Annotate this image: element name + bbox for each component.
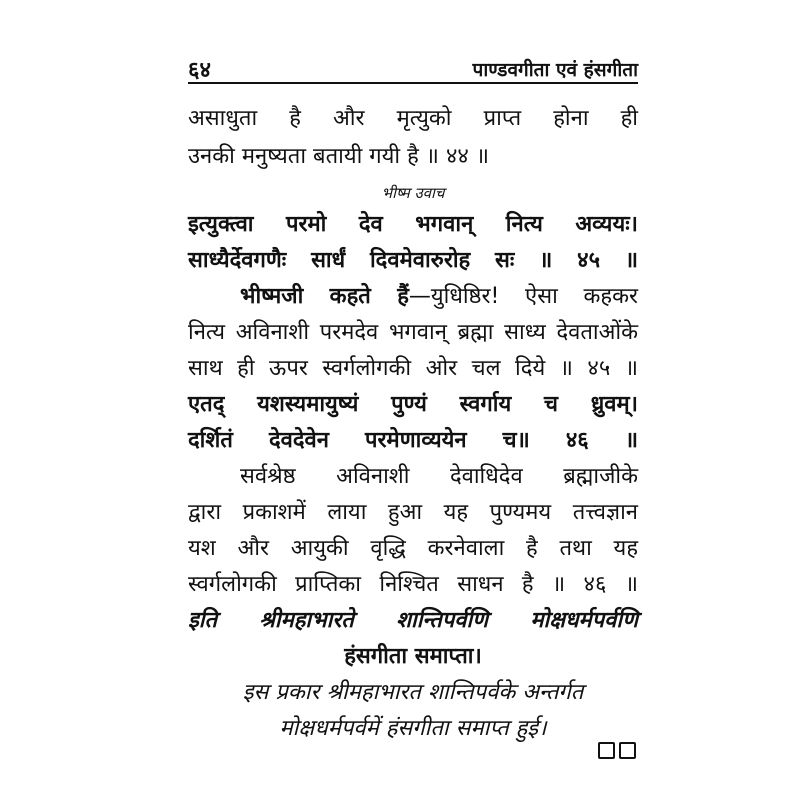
colophon-line-2: हंसगीता समाप्ता। bbox=[344, 644, 482, 669]
closing-line-1: इस प्रकार श्रीमहाभारत शान्तिपर्वके अन्तर्गत bbox=[242, 680, 584, 705]
translation-46-line-2: द्वारा प्रकाशमें लाया हुआ यह पुण्यमय तत्त्वज्ञान bbox=[188, 500, 638, 525]
closing-line-2: मोक्षधर्मपर्वमें हंसगीता समाप्त हुई। bbox=[279, 716, 547, 741]
verse-45-line-1: इत्युक्त्वा परमो देव भगवान् नित्य अव्ययः। bbox=[188, 212, 638, 237]
double-square-icon bbox=[598, 742, 636, 759]
speaker-label: भीष्म उवाच bbox=[381, 184, 445, 202]
square-icon bbox=[619, 742, 636, 759]
translation-46-line-3: यश और आयुकी वृद्धि करनेवाला है तथा यह bbox=[188, 536, 638, 561]
book-page bbox=[188, 52, 638, 772]
translation-45-line-1 bbox=[188, 282, 638, 312]
running-title: पाण्डवगीता एवं हंसगीता bbox=[472, 59, 638, 81]
page-header bbox=[188, 52, 638, 84]
verse-46-line-1: एतद् यशस्यमायुष्यं पुण्यं स्वर्गाय च ध्रुवम्। bbox=[188, 392, 638, 417]
verse-46-line-2: दर्शितं देवदेवेन परमेणाव्ययेन च॥ ४६ ॥ bbox=[188, 428, 638, 453]
translation-45-line-3: साथ ही ऊपर स्वर्गलोगकी ओर चल दिये ॥ ४५ ॥ bbox=[188, 356, 638, 381]
translation-46-line-1: सर्वश्रेष्ठ अविनाशी देवाधिदेव ब्रह्माजीके bbox=[240, 464, 638, 489]
translation-45-rest: —युधिष्ठिर! ऐसा कहकर bbox=[408, 284, 638, 309]
page-number: ६४ bbox=[188, 58, 211, 83]
text-line-1: असाधुता है और मृत्युको प्राप्त होना ही bbox=[188, 106, 638, 131]
translation-46-line-4: स्वर्गलोगकी प्राप्तिका निश्चित साधन है ॥ ४६ ॥ bbox=[188, 572, 638, 597]
translation-45-line-2: नित्य अविनाशी परमदेव भगवान् ब्रह्मा साध्य देवताओंके bbox=[188, 320, 638, 345]
verse-45-line-2: साध्यैर्देवगणैः सार्धं दिवमेवारुरोह सः ॥ ४५ ॥ bbox=[188, 248, 638, 273]
translation-speaker: भीष्मजी कहते हैं bbox=[240, 284, 409, 309]
colophon-line-1: इति श्रीमहाभारते शान्तिपर्वणि मोक्षधर्मपर्वणि bbox=[188, 608, 638, 633]
text-line-2: उनकी मनुष्यता बतायी गयी है ॥ ४४ ॥ bbox=[188, 144, 490, 169]
square-icon bbox=[598, 742, 615, 759]
